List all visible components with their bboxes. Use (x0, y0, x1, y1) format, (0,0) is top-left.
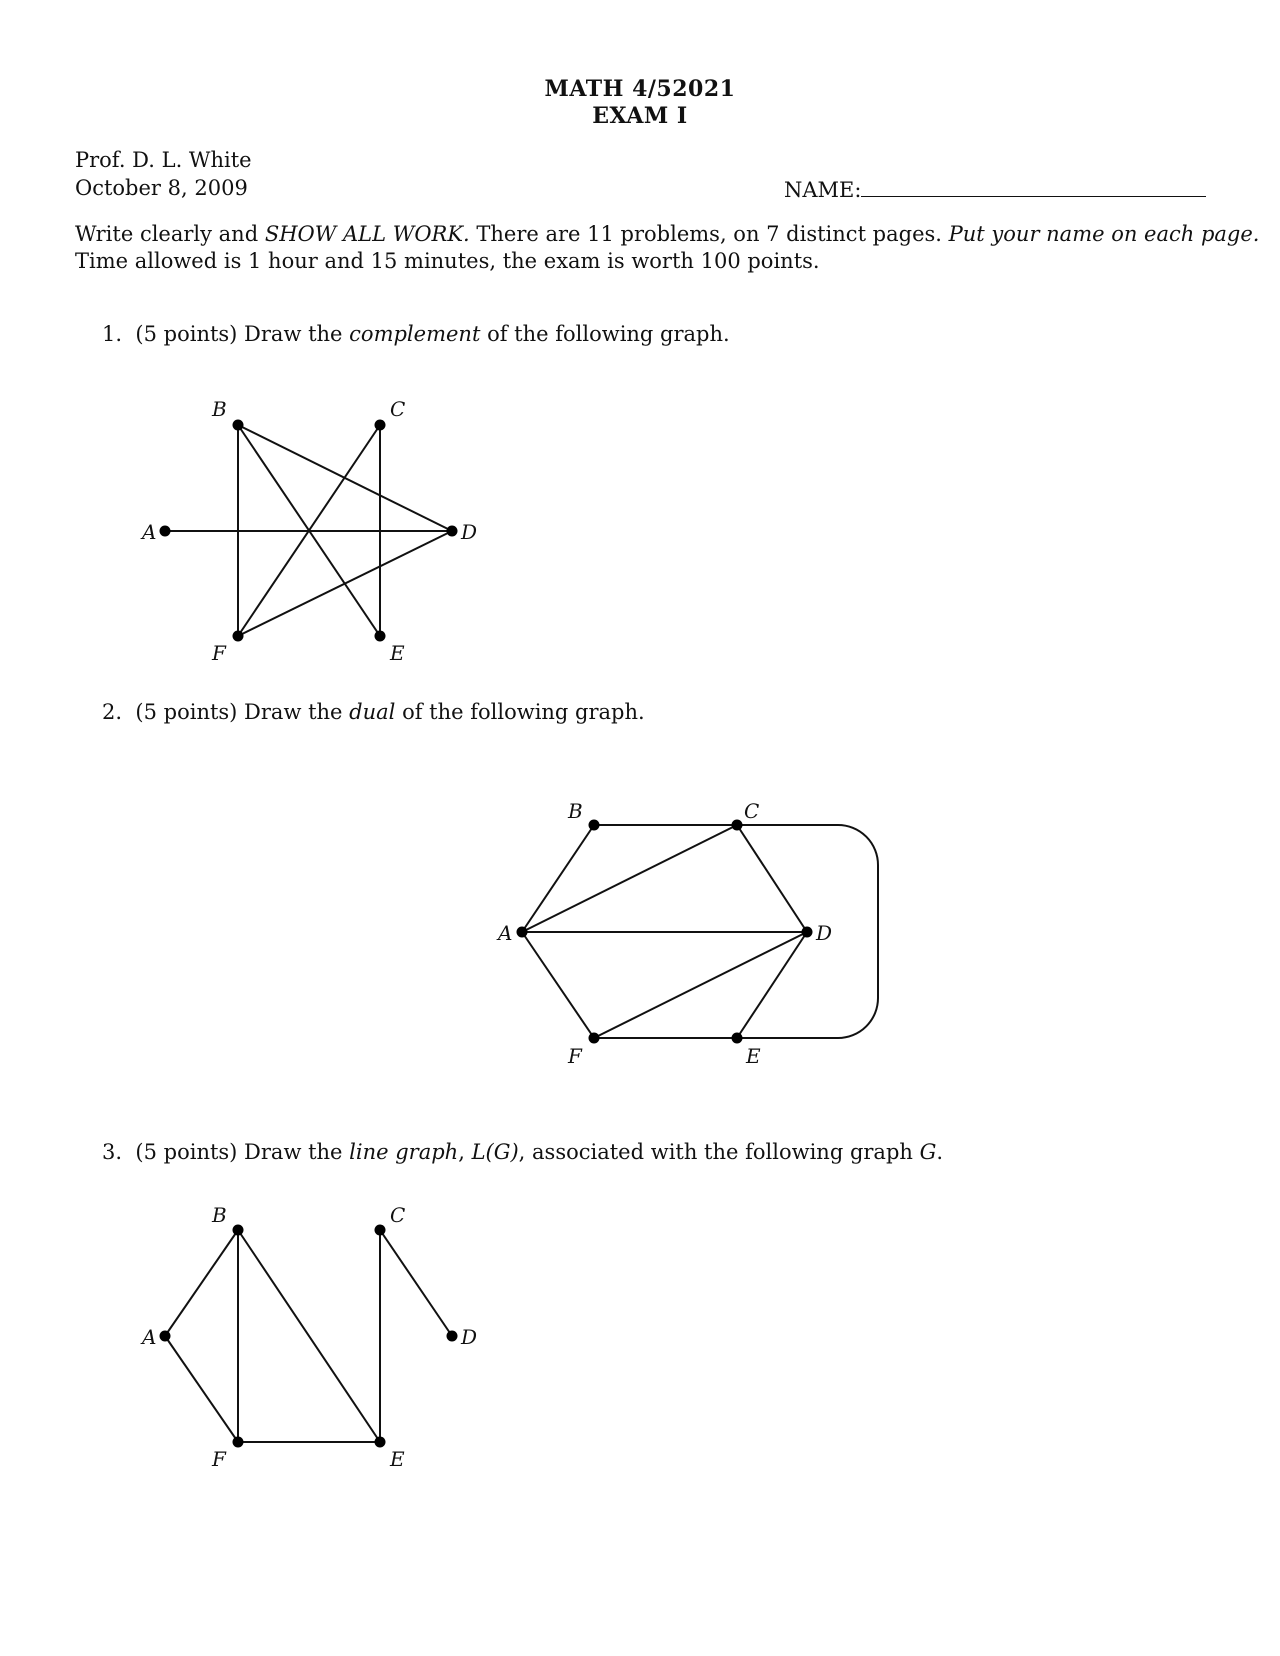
g2-edge-A-B (522, 825, 594, 932)
problem-math-LG: L(G) (471, 1140, 519, 1164)
problem-number: 3. (102, 1140, 123, 1164)
problem-term: line graph (349, 1140, 459, 1164)
problem-pre: (5 points) Draw the (135, 1140, 350, 1164)
g2-label-B: B (568, 799, 583, 823)
g2-edge-A-C (522, 825, 737, 932)
g3-label-E: E (390, 1447, 405, 1471)
g2-label-E: E (746, 1044, 761, 1068)
professor: Prof. D. L. White (75, 148, 252, 172)
g3-edge-A-F (165, 1336, 238, 1442)
g3-vertex-E (375, 1437, 386, 1448)
g1-vertex-D (447, 526, 458, 537)
g3-vertex-B (233, 1225, 244, 1236)
instructions-line-2: Time allowed is 1 hour and 15 minutes, the exam is worth 100 points. (75, 249, 820, 273)
g2-edge-D-E (737, 932, 807, 1038)
g1-label-F: F (212, 641, 226, 665)
g1-vertex-E (375, 631, 386, 642)
g2-label-A: A (498, 921, 513, 945)
g3-edge-C-D (380, 1230, 452, 1336)
g3-vertex-A (160, 1331, 171, 1342)
g3-label-D: D (461, 1325, 478, 1349)
g2-label-F: F (568, 1044, 582, 1068)
g1-label-E: E (390, 641, 405, 665)
graph-3 (165, 1230, 452, 1442)
g2-vertex-A (517, 927, 528, 938)
problem-number: 1. (102, 322, 123, 346)
g1-vertex-B (233, 420, 244, 431)
problem-2-text (102, 700, 645, 724)
g3-label-A: A (142, 1325, 157, 1349)
g1-label-D: D (461, 520, 478, 544)
g2-label-C: C (744, 799, 760, 823)
exam-date: October 8, 2009 (75, 176, 248, 200)
name-label: NAME: (784, 178, 862, 202)
g3-vertex-F (233, 1437, 244, 1448)
problem-term: dual (349, 700, 396, 724)
instr-text-1: Write clearly and (75, 222, 265, 246)
g3-edge-B-E (238, 1230, 380, 1442)
problem-3-text (102, 1140, 943, 1164)
problem-sep: , (458, 1140, 472, 1164)
problem-term: complement (349, 322, 481, 346)
problem-post: of the following graph. (480, 322, 730, 346)
problem-math-G: G (919, 1140, 937, 1164)
graph-1 (165, 425, 452, 636)
g2-edge-C-D (737, 825, 807, 932)
g2-vertex-E (732, 1033, 743, 1044)
g1-vertex-A (160, 526, 171, 537)
g2-edge-A-F (522, 932, 594, 1038)
problem-post: , associated with the following graph (518, 1140, 920, 1164)
graph-2-labels (496, 799, 832, 1068)
g3-label-C: C (390, 1203, 406, 1227)
g1-edge-F-D (238, 531, 452, 636)
g2-vertex-C (732, 820, 743, 831)
instr-emphasis-name: Put your name on each page. (948, 222, 1260, 246)
g3-label-F: F (212, 1447, 226, 1471)
g3-edge-A-B (165, 1230, 238, 1336)
course-title: MATH 4/52021 (544, 76, 736, 102)
g1-vertex-F (233, 631, 244, 642)
g1-label-B: B (212, 397, 227, 421)
g3-vertex-D (447, 1331, 458, 1342)
g1-label-C: C (390, 397, 406, 421)
problem-pre: (5 points) Draw the (135, 700, 350, 724)
problem-pre: (5 points) Draw the (135, 322, 350, 346)
g1-label-A: A (142, 520, 157, 544)
problem-number: 2. (102, 700, 123, 724)
g2-vertex-D (802, 927, 813, 938)
exam-title: EXAM I (592, 103, 688, 129)
instr-text-2: There are 11 problems, on 7 distinct pages. (469, 222, 949, 246)
g2-label-D: D (816, 921, 833, 945)
problem-post: of the following graph. (395, 700, 645, 724)
g2-vertex-B (589, 820, 600, 831)
g3-label-B: B (212, 1203, 227, 1227)
g3-vertex-C (375, 1225, 386, 1236)
g2-vertex-F (589, 1033, 600, 1044)
instr-emphasis-show-work: SHOW ALL WORK. (264, 222, 470, 246)
problem-end: . (936, 1140, 944, 1164)
g1-vertex-C (375, 420, 386, 431)
g2-edge-F-D (594, 932, 807, 1038)
